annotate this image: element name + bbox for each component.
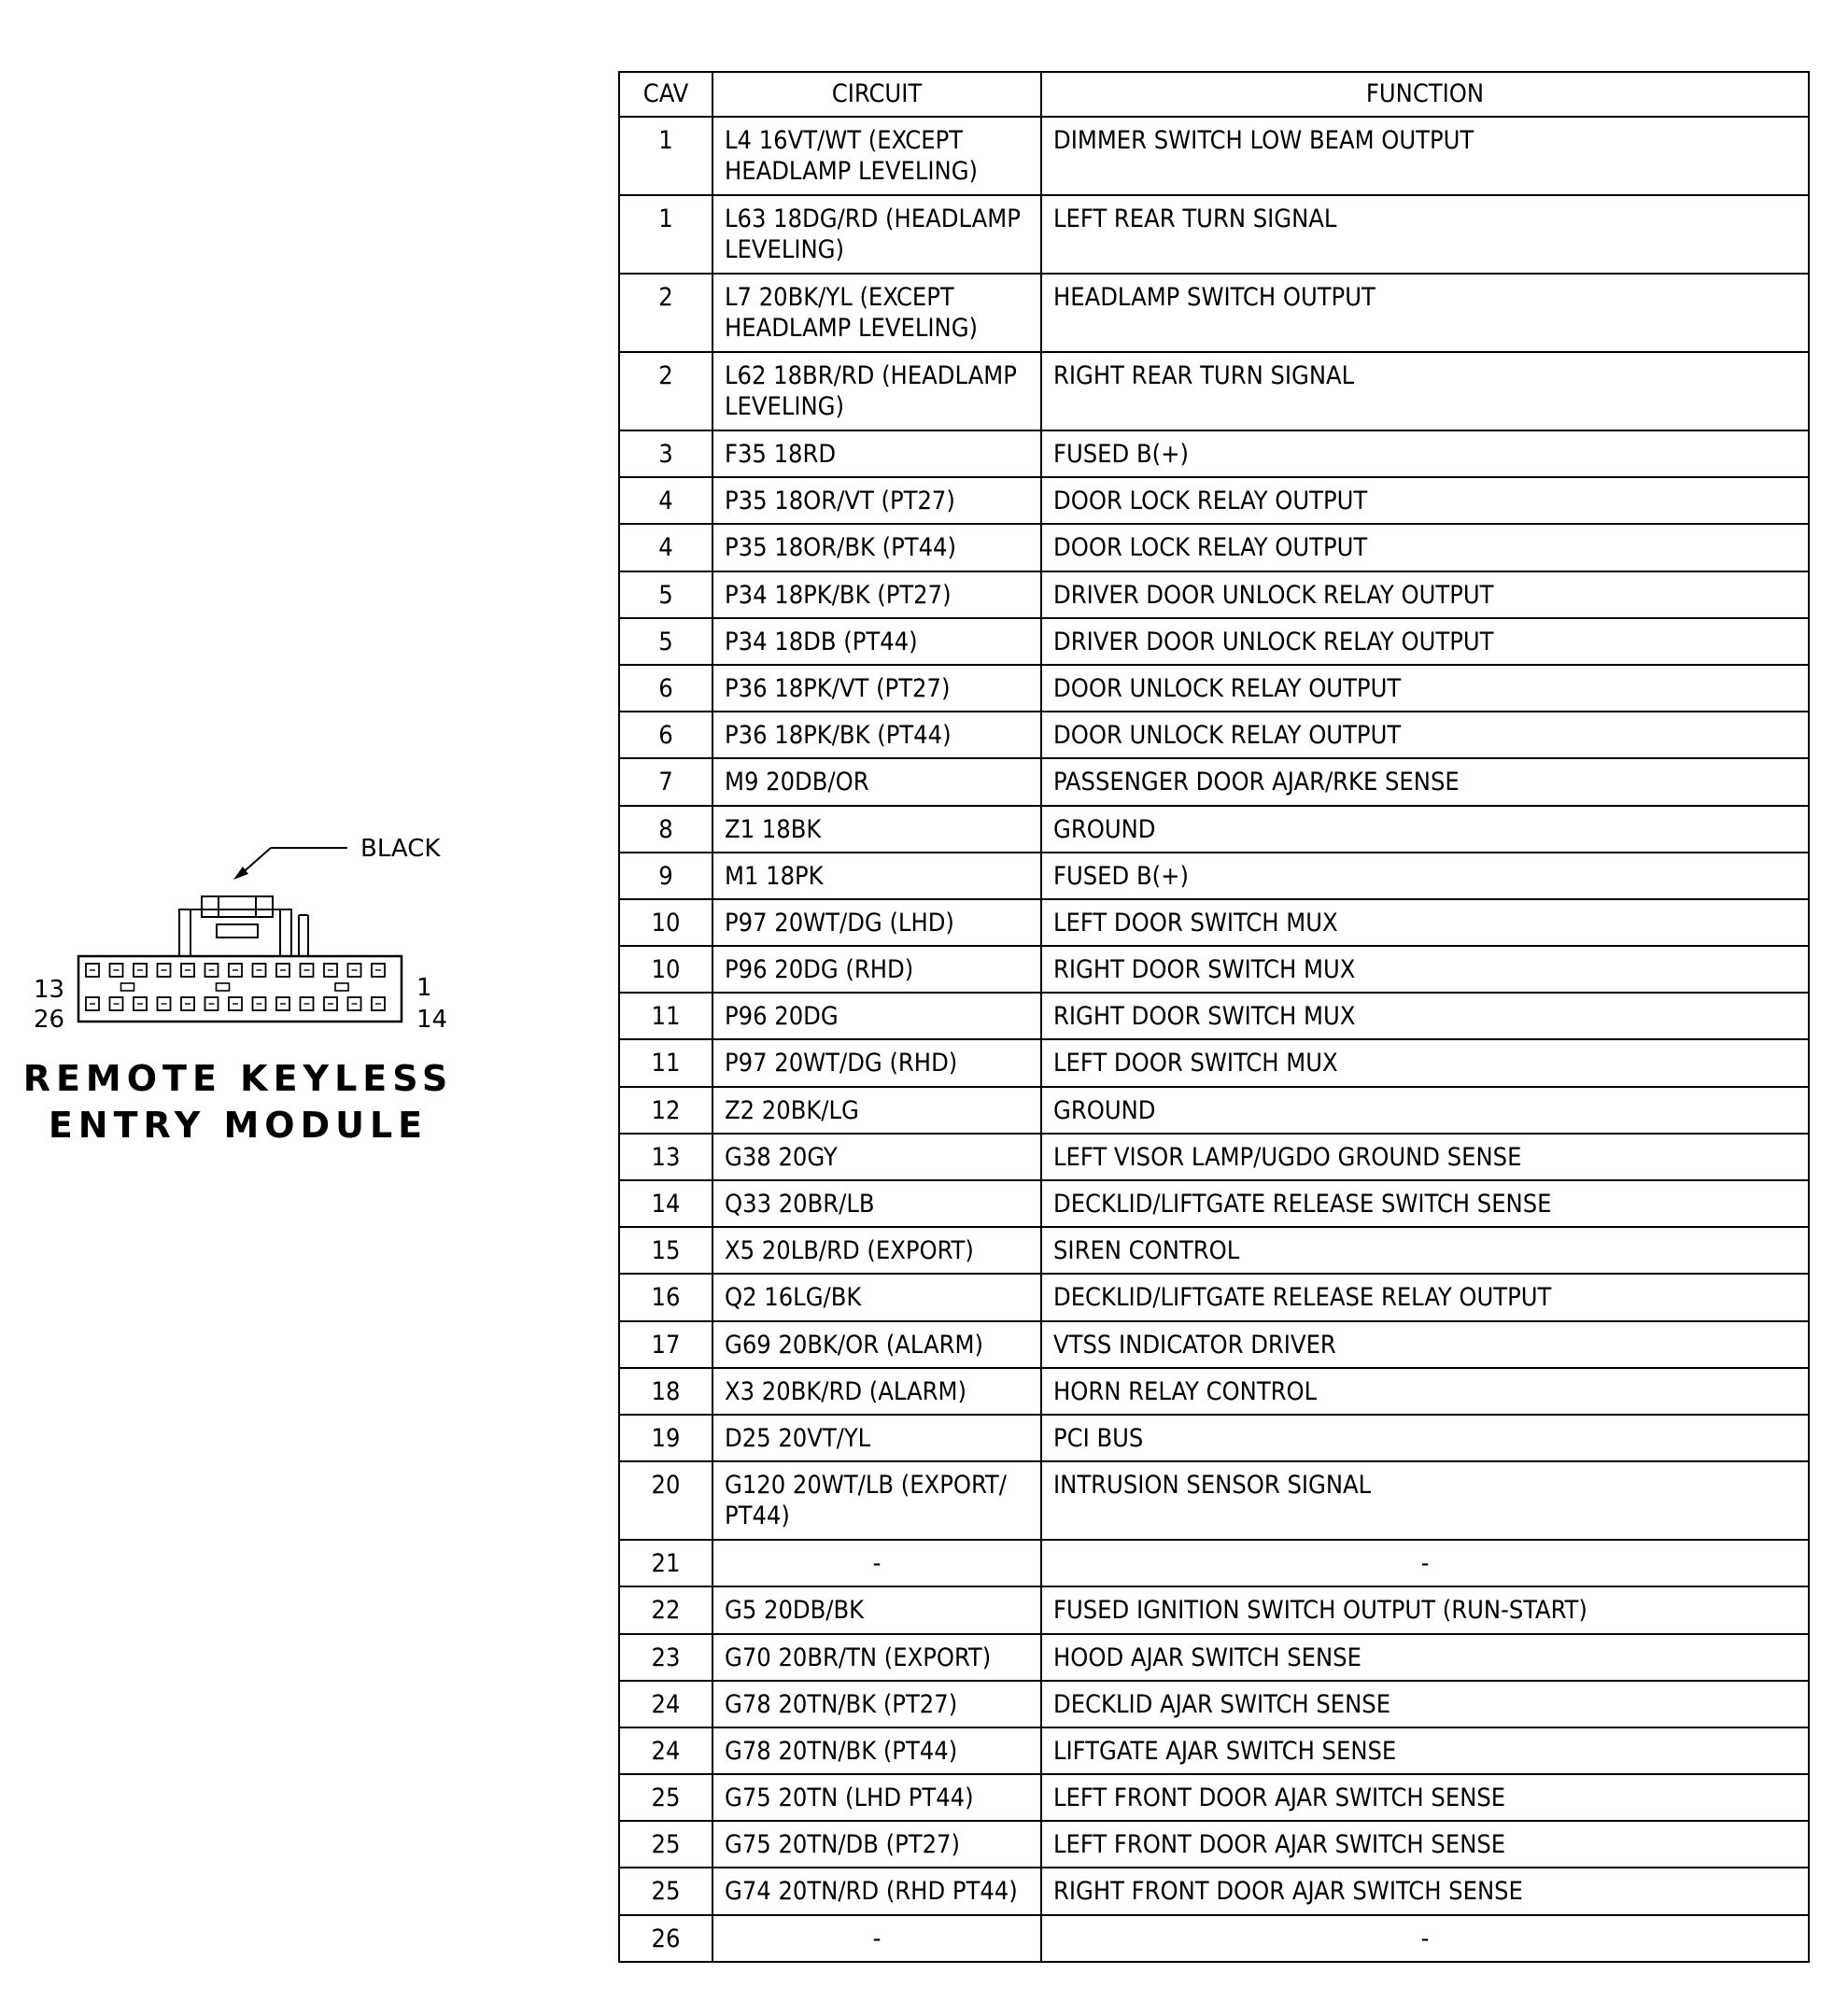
circuit-cell: - [712,1540,1041,1586]
function-cell: DOOR UNLOCK RELAY OUTPUT [1041,712,1809,758]
circuit-cell: G75 20TN (LHD PT44) [712,1774,1041,1821]
circuit-cell: X3 20BK/RD (ALARM) [712,1368,1041,1415]
table-row [619,274,1809,352]
circuit-cell: F35 18RD [712,430,1041,477]
circuit-cell: L63 18DG/RD (HEADLAMP LEVELING) [712,195,1041,274]
connector-color-label: BLACK [360,835,441,863]
table-row [619,1134,1809,1180]
circuit-cell: G75 20TN/DB (PT27) [712,1821,1041,1868]
table-row [619,117,1809,195]
table-row [619,1274,1809,1320]
circuit-cell: P96 20DG [712,993,1041,1039]
circuit-cell: Q2 16LG/BK [712,1274,1041,1320]
function-cell: DRIVER DOOR UNLOCK RELAY OUTPUT [1041,618,1809,665]
module-title-line-2: ENTRY MODULE [48,1105,429,1146]
table-row [619,758,1809,805]
table-row [619,1868,1809,1914]
cav-cell: 19 [619,1415,712,1461]
cav-cell: 3 [619,430,712,477]
circuit-cell: G70 20BR/TN (EXPORT) [712,1634,1041,1681]
function-cell: LEFT FRONT DOOR AJAR SWITCH SENSE [1041,1821,1809,1868]
table-row [619,195,1809,274]
function-cell: GROUND [1041,1087,1809,1134]
pin-label-top-right: 1 [416,974,432,1002]
cav-cell: 18 [619,1368,712,1415]
table-row [619,1180,1809,1227]
function-cell: LEFT REAR TURN SIGNAL [1041,195,1809,274]
circuit-cell: G78 20TN/BK (PT27) [712,1681,1041,1727]
pin-key [335,983,348,991]
circuit-cell: P36 18PK/BK (PT44) [712,712,1041,758]
connector-latch [179,896,308,956]
table-row [619,712,1809,758]
function-cell: LEFT DOOR SWITCH MUX [1041,1039,1809,1086]
circuit-cell: M9 20DB/OR [712,758,1041,805]
circuit-cell: L62 18BR/RD (HEADLAMP LEVELING) [712,352,1041,430]
function-cell: PCI BUS [1041,1415,1809,1461]
pin-key [217,983,230,991]
cav-cell: 12 [619,1087,712,1134]
table-row [619,899,1809,946]
cav-cell: 8 [619,806,712,853]
function-cell: RIGHT FRONT DOOR AJAR SWITCH SENSE [1041,1868,1809,1914]
circuit-cell: M1 18PK [712,853,1041,899]
circuit-cell: P97 20WT/DG (LHD) [712,899,1041,946]
pin-row-bottom [86,997,385,1010]
table-row [619,665,1809,712]
table-row [619,993,1809,1039]
function-cell: DOOR LOCK RELAY OUTPUT [1041,477,1809,524]
cav-cell: 24 [619,1727,712,1774]
table-row [619,1774,1809,1821]
function-cell: DRIVER DOOR UNLOCK RELAY OUTPUT [1041,571,1809,618]
cav-cell: 22 [619,1586,712,1633]
pin-label-top-left: 13 [34,976,65,1004]
circuit-cell: G74 20TN/RD (RHD PT44) [712,1868,1041,1914]
pin-row-top [86,964,385,977]
function-cell: DECKLID/LIFTGATE RELEASE SWITCH SENSE [1041,1180,1809,1227]
function-cell: SIREN CONTROL [1041,1227,1809,1274]
table-header-row [619,72,1809,117]
function-cell: VTSS INDICATOR DRIVER [1041,1321,1809,1368]
circuit-cell: X5 20LB/RD (EXPORT) [712,1227,1041,1274]
header-circuit: CIRCUIT [712,72,1041,117]
table-row [619,1227,1809,1274]
table-row [619,1634,1809,1681]
function-cell: HOOD AJAR SWITCH SENSE [1041,1634,1809,1681]
header-function: FUNCTION [1041,72,1809,117]
cav-cell: 10 [619,946,712,993]
circuit-cell: Z1 18BK [712,806,1041,853]
cav-cell: 23 [619,1634,712,1681]
cav-cell: 1 [619,195,712,274]
cav-cell: 21 [619,1540,712,1586]
function-cell: FUSED IGNITION SWITCH OUTPUT (RUN-START) [1041,1586,1809,1633]
function-cell: LEFT FRONT DOOR AJAR SWITCH SENSE [1041,1774,1809,1821]
pin-label-bottom-left: 26 [34,1006,65,1034]
cav-cell: 2 [619,274,712,352]
pin-keys [121,983,349,991]
circuit-cell: G78 20TN/BK (PT44) [712,1727,1041,1774]
pinout-table [618,71,1810,1963]
circuit-cell: P35 18OR/BK (PT44) [712,524,1041,571]
cav-cell: 6 [619,712,712,758]
function-cell: FUSED B(+) [1041,430,1809,477]
circuit-cell: L7 20BK/YL (EXCEPT HEADLAMP LEVELING) [712,274,1041,352]
function-cell: LIFTGATE AJAR SWITCH SENSE [1041,1727,1809,1774]
function-cell: DECKLID/LIFTGATE RELEASE RELAY OUTPUT [1041,1274,1809,1320]
cav-cell: 5 [619,571,712,618]
table-row [619,946,1809,993]
function-cell: RIGHT DOOR SWITCH MUX [1041,993,1809,1039]
table-row [619,853,1809,899]
table-row [619,1039,1809,1086]
circuit-cell: P34 18DB (PT44) [712,618,1041,665]
cav-cell: 25 [619,1868,712,1914]
cav-cell: 15 [619,1227,712,1274]
table-row [619,1540,1809,1586]
table-row [619,524,1809,571]
cav-cell: 2 [619,352,712,430]
table-row [619,1821,1809,1868]
function-cell: PASSENGER DOOR AJAR/RKE SENSE [1041,758,1809,805]
cav-cell: 24 [619,1681,712,1727]
module-title-line-1: REMOTE KEYLESS [22,1058,454,1099]
function-cell: DOOR LOCK RELAY OUTPUT [1041,524,1809,571]
table-row [619,1415,1809,1461]
cav-cell: 25 [619,1821,712,1868]
circuit-cell: P96 20DG (RHD) [712,946,1041,993]
table-row [619,1321,1809,1368]
function-cell: LEFT VISOR LAMP/UGDO GROUND SENSE [1041,1134,1809,1180]
table-row [619,806,1809,853]
circuit-cell: P35 18OR/VT (PT27) [712,477,1041,524]
circuit-cell: G69 20BK/OR (ALARM) [712,1321,1041,1368]
cav-cell: 5 [619,618,712,665]
circuit-cell: P36 18PK/VT (PT27) [712,665,1041,712]
function-cell: - [1041,1915,1809,1962]
table-row [619,1681,1809,1727]
function-cell: DIMMER SWITCH LOW BEAM OUTPUT [1041,117,1809,195]
cav-cell: 13 [619,1134,712,1180]
table-row [619,1368,1809,1415]
cav-cell: 10 [619,899,712,946]
connector-drawing [19,812,458,1055]
circuit-cell: Z2 20BK/LG [712,1087,1041,1134]
table-row [619,618,1809,665]
cav-cell: 11 [619,993,712,1039]
cav-cell: 6 [619,665,712,712]
function-cell: RIGHT REAR TURN SIGNAL [1041,352,1809,430]
cav-cell: 4 [619,524,712,571]
circuit-cell: P34 18PK/BK (PT27) [712,571,1041,618]
circuit-cell: G38 20GY [712,1134,1041,1180]
function-cell: LEFT DOOR SWITCH MUX [1041,899,1809,946]
connector-figure [19,812,458,1158]
connector-body [78,956,402,1022]
table-row [619,571,1809,618]
table-row [619,1586,1809,1633]
circuit-cell: G120 20WT/LB (EXPORT/ PT44) [712,1461,1041,1540]
circuit-cell: G5 20DB/BK [712,1586,1041,1633]
function-cell: FUSED B(+) [1041,853,1809,899]
function-cell: - [1041,1540,1809,1586]
cav-cell: 1 [619,117,712,195]
table-row [619,1087,1809,1134]
function-cell: HEADLAMP SWITCH OUTPUT [1041,274,1809,352]
function-cell: RIGHT DOOR SWITCH MUX [1041,946,1809,993]
function-cell: INTRUSION SENSOR SIGNAL [1041,1461,1809,1540]
table-row [619,352,1809,430]
pin-key [121,983,134,991]
cav-cell: 7 [619,758,712,805]
function-cell: HORN RELAY CONTROL [1041,1368,1809,1415]
table-row [619,430,1809,477]
cav-cell: 16 [619,1274,712,1320]
circuit-cell: - [712,1915,1041,1962]
function-cell: DECKLID AJAR SWITCH SENSE [1041,1681,1809,1727]
table-row [619,477,1809,524]
header-cav: CAV [619,72,712,117]
circuit-cell: Q33 20BR/LB [712,1180,1041,1227]
module-title [19,1055,458,1149]
function-cell: GROUND [1041,806,1809,853]
table-row [619,1915,1809,1962]
pin-label-bottom-right: 14 [416,1006,448,1034]
cav-cell: 14 [619,1180,712,1227]
cav-cell: 11 [619,1039,712,1086]
table-body [619,117,1809,1962]
cav-cell: 26 [619,1915,712,1962]
cav-cell: 20 [619,1461,712,1540]
circuit-cell: L4 16VT/WT (EXCEPT HEADLAMP LEVELING) [712,117,1041,195]
cav-cell: 9 [619,853,712,899]
cav-cell: 17 [619,1321,712,1368]
circuit-cell: P97 20WT/DG (RHD) [712,1039,1041,1086]
cav-cell: 4 [619,477,712,524]
cav-cell: 25 [619,1774,712,1821]
function-cell: DOOR UNLOCK RELAY OUTPUT [1041,665,1809,712]
table-row [619,1461,1809,1540]
circuit-cell: D25 20VT/YL [712,1415,1041,1461]
table-row [619,1727,1809,1774]
